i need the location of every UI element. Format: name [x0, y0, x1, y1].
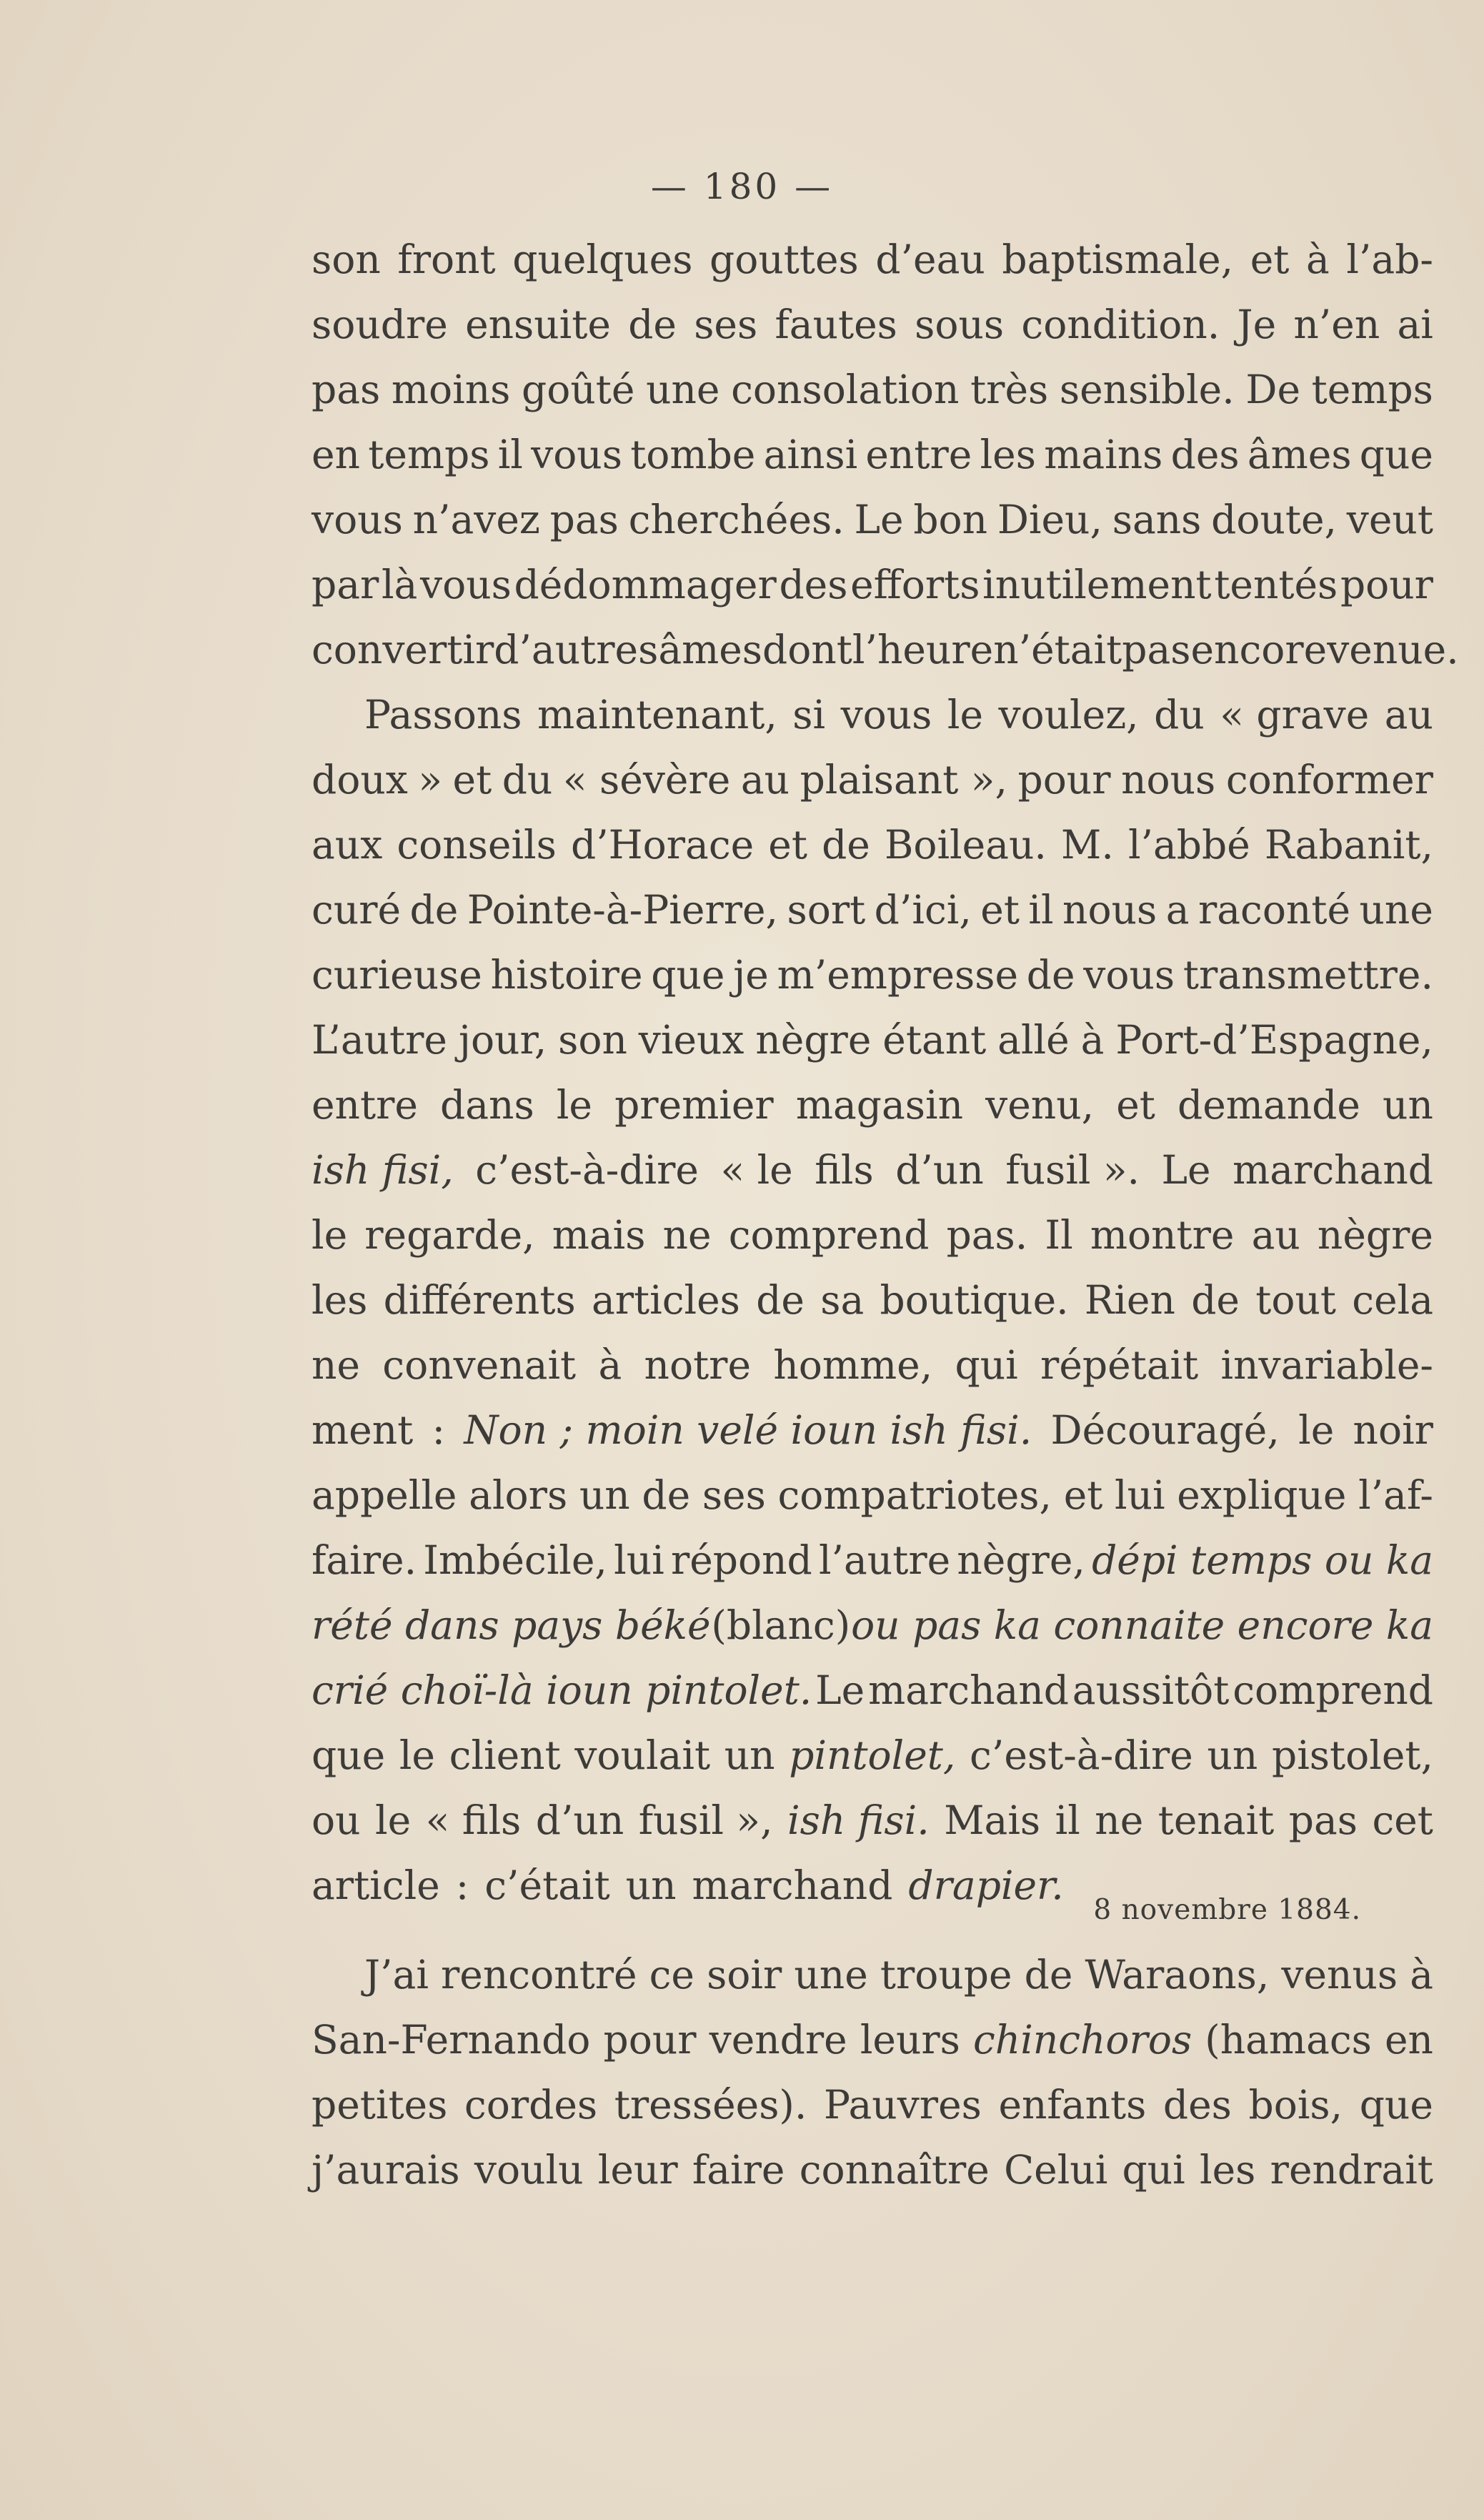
word: ensuite: [465, 302, 611, 347]
word: explique: [1177, 1472, 1347, 1518]
word: à: [1080, 1017, 1105, 1063]
word: soudre: [312, 302, 448, 347]
text-line: [312, 748, 1433, 813]
word: voulez,: [998, 692, 1139, 738]
word: un: [1207, 1732, 1258, 1778]
word: invariable-: [1220, 1342, 1433, 1388]
word: cordes: [464, 2082, 598, 2128]
word: histoire: [490, 952, 643, 998]
word: Mais: [944, 1797, 1041, 1843]
word: pour: [603, 2017, 697, 2063]
word: pour: [1340, 562, 1433, 607]
word: Découragé,: [1050, 1407, 1280, 1453]
word: de: [756, 1277, 805, 1323]
word: notre: [644, 1342, 752, 1388]
word: il: [1055, 1797, 1080, 1843]
word: front: [397, 237, 496, 282]
word: :: [432, 1407, 446, 1453]
word: temps: [1311, 367, 1433, 412]
word: rendrait: [1270, 2147, 1433, 2193]
word: de: [1024, 1952, 1073, 1998]
word: n’était: [993, 627, 1122, 673]
word: consolation: [731, 367, 960, 412]
word: crié choï-là ioun pintolet.: [312, 1667, 812, 1713]
word: ne: [662, 1212, 712, 1258]
word: les: [312, 1277, 368, 1323]
word: drapier.: [908, 1862, 1064, 1908]
word: connaître: [799, 2147, 990, 2193]
text-line: [312, 292, 1433, 357]
word: ou pas ka connaite encore ka: [851, 1602, 1433, 1648]
word: là: [381, 562, 418, 607]
word: moins: [391, 367, 511, 412]
word: pintolet,: [789, 1732, 956, 1778]
letter-date: 8 novembre 1884.: [1093, 1894, 1361, 1926]
word: l’af-: [1358, 1472, 1433, 1518]
word: fusil »,: [638, 1797, 773, 1843]
word: Le: [854, 497, 904, 542]
word: (blanc): [711, 1602, 851, 1648]
word: articles: [591, 1277, 740, 1323]
word: d’eau: [875, 237, 985, 282]
word: goûté: [522, 367, 635, 412]
word: jour,: [458, 1017, 547, 1063]
word: San-Fernando: [312, 2017, 591, 2063]
word: qui: [955, 1342, 1018, 1388]
text-line: [312, 1073, 1433, 1138]
word: ou: [312, 1797, 361, 1843]
word: vous: [840, 692, 932, 738]
text-line: [312, 1398, 1433, 1463]
word: et: [768, 822, 807, 868]
word: il: [1028, 887, 1054, 933]
word: et: [1116, 1082, 1155, 1128]
word: entre: [865, 432, 972, 477]
word: de: [1191, 1277, 1240, 1323]
word: regarde,: [364, 1212, 535, 1258]
word: vieux: [638, 1017, 745, 1063]
word: de: [642, 1472, 691, 1518]
word: « grave: [1220, 692, 1370, 738]
word: âmes: [658, 627, 763, 673]
word: appelle: [312, 1472, 457, 1518]
word: tenait: [1157, 1797, 1275, 1843]
word: en: [1385, 2017, 1433, 2063]
word: le: [1298, 1407, 1335, 1453]
word: et: [452, 757, 492, 803]
word: boutique.: [880, 1277, 1069, 1323]
word: pistolet,: [1271, 1732, 1433, 1778]
word: sensible.: [1059, 367, 1235, 412]
word: fils: [815, 1147, 874, 1193]
word: Pointe-à-Pierre,: [467, 887, 779, 933]
word: étant: [882, 1017, 987, 1063]
word: un: [579, 1472, 630, 1518]
text-line: [312, 487, 1433, 552]
word: marchand: [692, 1862, 893, 1908]
word: tout: [1255, 1277, 1336, 1323]
word: ish fisi,: [312, 1147, 454, 1193]
word: ne: [1095, 1797, 1144, 1843]
word: Celui: [1004, 2147, 1108, 2193]
word: chinchoros: [972, 2017, 1192, 2063]
word: l’heure: [852, 627, 994, 673]
text-line: [312, 878, 1433, 943]
word: de: [409, 887, 459, 933]
word: ment: [312, 1407, 414, 1453]
word: M.: [1061, 822, 1114, 868]
text-line: [312, 2008, 1433, 2073]
word: inutilement: [982, 562, 1212, 607]
word: vendre: [709, 2017, 847, 2063]
word: venue.: [1327, 627, 1459, 673]
word: doux: [312, 757, 408, 803]
word: c’était: [484, 1862, 610, 1908]
text-line: [312, 1658, 1433, 1723]
word: De: [1245, 367, 1301, 412]
word: pas: [312, 367, 381, 412]
word: marchand: [1232, 1147, 1433, 1193]
word: nous: [1121, 757, 1216, 803]
word: un: [724, 1732, 775, 1778]
word: sous: [915, 302, 1005, 347]
word: faire: [692, 2147, 785, 2193]
word: de: [628, 302, 677, 347]
word: je: [733, 952, 769, 998]
word: un: [625, 1862, 677, 1908]
text-line: [312, 2073, 1433, 2138]
text-line: [312, 2138, 1433, 2203]
word: ses: [694, 302, 758, 347]
word: tombe: [630, 432, 756, 477]
word: doute,: [1211, 497, 1338, 542]
word: Le: [815, 1667, 865, 1713]
word: par: [312, 562, 379, 607]
word: Port-d’Espagne,: [1115, 1017, 1433, 1063]
word: répétait: [1040, 1342, 1199, 1388]
word: demande: [1177, 1082, 1360, 1128]
word: c’est-à-dire: [970, 1732, 1193, 1778]
word: d’un: [535, 1797, 624, 1843]
word: le: [312, 1212, 348, 1258]
word: raconté: [1197, 887, 1351, 933]
page-number: — 180 —: [650, 166, 834, 207]
word: fautes: [775, 302, 897, 347]
word: de: [822, 822, 870, 868]
word: le: [947, 692, 983, 738]
word: compatriotes,: [777, 1472, 1052, 1518]
word: dans: [440, 1082, 534, 1128]
word: Je: [1237, 302, 1277, 347]
word: ish fisi.: [787, 1797, 930, 1843]
word: Il: [1045, 1212, 1073, 1258]
word: premier: [614, 1082, 774, 1128]
word: conformer: [1225, 757, 1433, 803]
word: condition.: [1021, 302, 1220, 347]
word: leur: [597, 2147, 678, 2193]
text-line: [312, 813, 1433, 878]
word: Waraons,: [1085, 1952, 1270, 1998]
word: nous: [1062, 887, 1157, 933]
word: aux: [312, 822, 383, 868]
word: le: [375, 1797, 412, 1843]
word: lui: [1115, 1472, 1165, 1518]
word: rété dans pays béké: [312, 1602, 711, 1648]
word: nègre: [1317, 1212, 1433, 1258]
word: et: [1250, 237, 1290, 282]
word: différents: [383, 1277, 576, 1323]
word: enfants: [998, 2082, 1147, 2128]
word: Imbécile,: [423, 1537, 607, 1583]
word: son: [312, 237, 381, 282]
word: dédommager: [514, 562, 777, 607]
word: fusil ».: [1005, 1147, 1140, 1193]
word: n’avez: [412, 497, 540, 542]
word: alors: [469, 1472, 568, 1518]
word: rencontré: [441, 1952, 637, 1998]
word: du: [1154, 692, 1205, 738]
word: magasin: [795, 1082, 964, 1128]
word: convertir: [312, 627, 494, 673]
word: quelques: [512, 237, 693, 282]
text-line: [312, 1203, 1433, 1268]
word: vous: [1083, 952, 1175, 998]
word: qui: [1122, 2147, 1185, 2193]
word: maintenant,: [537, 692, 777, 738]
word: veut: [1346, 497, 1433, 542]
text-line: [312, 1788, 1433, 1853]
word: curé: [312, 887, 402, 933]
word: d’Horace: [570, 822, 755, 868]
word: si: [792, 692, 826, 738]
word: m’empresse: [777, 952, 1018, 998]
word: les: [980, 432, 1036, 477]
word: j’aurais: [312, 2147, 460, 2193]
word: « sévère: [562, 757, 731, 803]
word: vous: [312, 497, 403, 542]
text-line: [312, 1943, 1433, 2008]
word: il: [497, 432, 523, 477]
word: une: [646, 367, 720, 412]
word: et: [1063, 1472, 1103, 1518]
word: dépi temps ou ka: [1092, 1537, 1433, 1583]
text-line: [312, 1723, 1433, 1788]
word: comprend: [728, 1212, 930, 1258]
word: (hamacs: [1205, 2017, 1372, 2063]
word: efforts: [850, 562, 980, 607]
word: que: [1359, 432, 1433, 477]
word: des: [1170, 432, 1240, 477]
paragraph-2: [312, 683, 1433, 1918]
word: nègre: [755, 1017, 872, 1063]
word: Passons: [364, 692, 522, 738]
word: pour: [1017, 757, 1111, 803]
word: Le: [1161, 1147, 1211, 1193]
word: noir: [1353, 1407, 1433, 1453]
word: au: [1384, 692, 1433, 738]
word: l’autre: [818, 1537, 951, 1583]
word: « fils: [425, 1797, 522, 1843]
word: à: [598, 1342, 622, 1388]
word: article: [312, 1862, 440, 1908]
text-line: [312, 1008, 1433, 1073]
word: répond: [670, 1537, 812, 1583]
word: et: [980, 887, 1020, 933]
paragraph-1: [312, 227, 1459, 683]
word: bois,: [1248, 2082, 1343, 2128]
word: des: [779, 562, 848, 607]
word: à: [1305, 237, 1330, 282]
word: l’ab-: [1346, 237, 1433, 282]
word: aussitôt: [1072, 1667, 1230, 1713]
word: sa: [820, 1277, 865, 1323]
word: bon: [913, 497, 988, 542]
text-line: [312, 422, 1433, 487]
word: tentés: [1214, 562, 1338, 607]
word: ce: [649, 1952, 694, 1998]
word: leurs: [860, 2017, 960, 2063]
text-line: [312, 552, 1433, 617]
text-line: [312, 357, 1433, 422]
word: ses: [702, 1472, 766, 1518]
text-line: [312, 1138, 1433, 1203]
word: du: [502, 757, 553, 803]
word: soir: [707, 1952, 782, 1998]
word: que: [651, 952, 725, 998]
word: Rien: [1084, 1277, 1175, 1323]
text-line: [312, 1463, 1433, 1528]
word: nègre,: [957, 1537, 1085, 1583]
word: pas: [1288, 1797, 1358, 1843]
word: petites: [312, 2082, 448, 2128]
word: que: [1359, 2082, 1433, 2128]
word: tressées).: [614, 2082, 807, 2128]
word: Dieu,: [997, 497, 1102, 542]
word: Rabanit,: [1264, 822, 1433, 868]
word: conseils: [397, 822, 557, 868]
word: dont: [762, 627, 852, 673]
word: vous: [420, 562, 512, 607]
word: une: [794, 1952, 868, 1998]
word: convenait: [382, 1342, 577, 1388]
word: J’ai: [364, 1952, 429, 1998]
word: :: [455, 1862, 469, 1908]
paragraph-3: [312, 1943, 1433, 2203]
word: vous: [531, 432, 622, 477]
word: sans: [1112, 497, 1202, 542]
word: Non ; moin velé ioun ish fisi.: [464, 1407, 1032, 1453]
word: sort: [787, 887, 866, 933]
word: l’abbé: [1127, 822, 1250, 868]
word: transmettre.: [1182, 952, 1433, 998]
word: montre: [1090, 1212, 1235, 1258]
word: voulu: [474, 2147, 584, 2193]
text-line: [312, 617, 1459, 683]
text-line: [312, 1268, 1433, 1333]
word: gouttes: [709, 237, 859, 282]
word: que: [312, 1732, 386, 1778]
word: faire.: [312, 1537, 417, 1583]
word: allé: [997, 1017, 1070, 1063]
word: âmes: [1247, 432, 1352, 477]
word: un: [1383, 1082, 1433, 1128]
word: homme,: [773, 1342, 933, 1388]
word: en: [312, 432, 360, 477]
word: a: [1165, 887, 1190, 933]
word: mains: [1044, 432, 1163, 477]
word: Boileau.: [884, 822, 1047, 868]
word: L’autre: [312, 1017, 447, 1063]
word: cela: [1352, 1277, 1433, 1323]
word: venus: [1281, 1952, 1398, 1998]
word: le: [399, 1732, 435, 1778]
word: baptismale,: [1002, 237, 1234, 282]
word: venu,: [985, 1082, 1095, 1128]
word: pas: [549, 497, 619, 542]
text-line: [312, 1528, 1433, 1593]
word: à: [1410, 1952, 1433, 1998]
word: comprend: [1232, 1667, 1433, 1713]
word: ainsi: [763, 432, 858, 477]
word: au: [1251, 1212, 1300, 1258]
word: cet: [1372, 1797, 1433, 1843]
word: une: [1359, 887, 1433, 933]
text-line: [312, 1333, 1433, 1398]
word: »: [418, 757, 442, 803]
word: d’un: [895, 1147, 984, 1193]
text-line: [312, 943, 1433, 1008]
word: encore: [1190, 627, 1328, 673]
word: au: [740, 757, 790, 803]
word: cherchées.: [628, 497, 845, 542]
word: des: [1162, 2082, 1232, 2128]
word: mais: [552, 1212, 646, 1258]
word: d’ici,: [874, 887, 972, 933]
word: ne: [312, 1342, 360, 1388]
word: d’autres: [494, 627, 659, 673]
word: marchand: [868, 1667, 1069, 1713]
word: pas: [1122, 627, 1191, 673]
word: très: [970, 367, 1049, 412]
word: temps: [368, 432, 490, 477]
word: de: [1026, 952, 1075, 998]
word: n’en: [1293, 302, 1380, 347]
word: Pauvres: [823, 2082, 982, 2128]
word: son: [558, 1017, 627, 1063]
word: lui: [614, 1537, 664, 1583]
text-line: [312, 1593, 1433, 1658]
text-line: [312, 227, 1433, 292]
word: le: [556, 1082, 592, 1128]
word: curieuse: [312, 952, 482, 998]
word: c’est-à-dire: [475, 1147, 699, 1193]
word: troupe: [880, 1952, 1012, 1998]
word: plaisant »,: [800, 757, 1007, 803]
text-line: [312, 683, 1433, 748]
word: ai: [1397, 302, 1433, 347]
word: pas.: [946, 1212, 1028, 1258]
word: voulait: [574, 1732, 711, 1778]
word: les: [1200, 2147, 1256, 2193]
word: entre: [312, 1082, 418, 1128]
word: « le: [720, 1147, 793, 1193]
word: client: [449, 1732, 561, 1778]
